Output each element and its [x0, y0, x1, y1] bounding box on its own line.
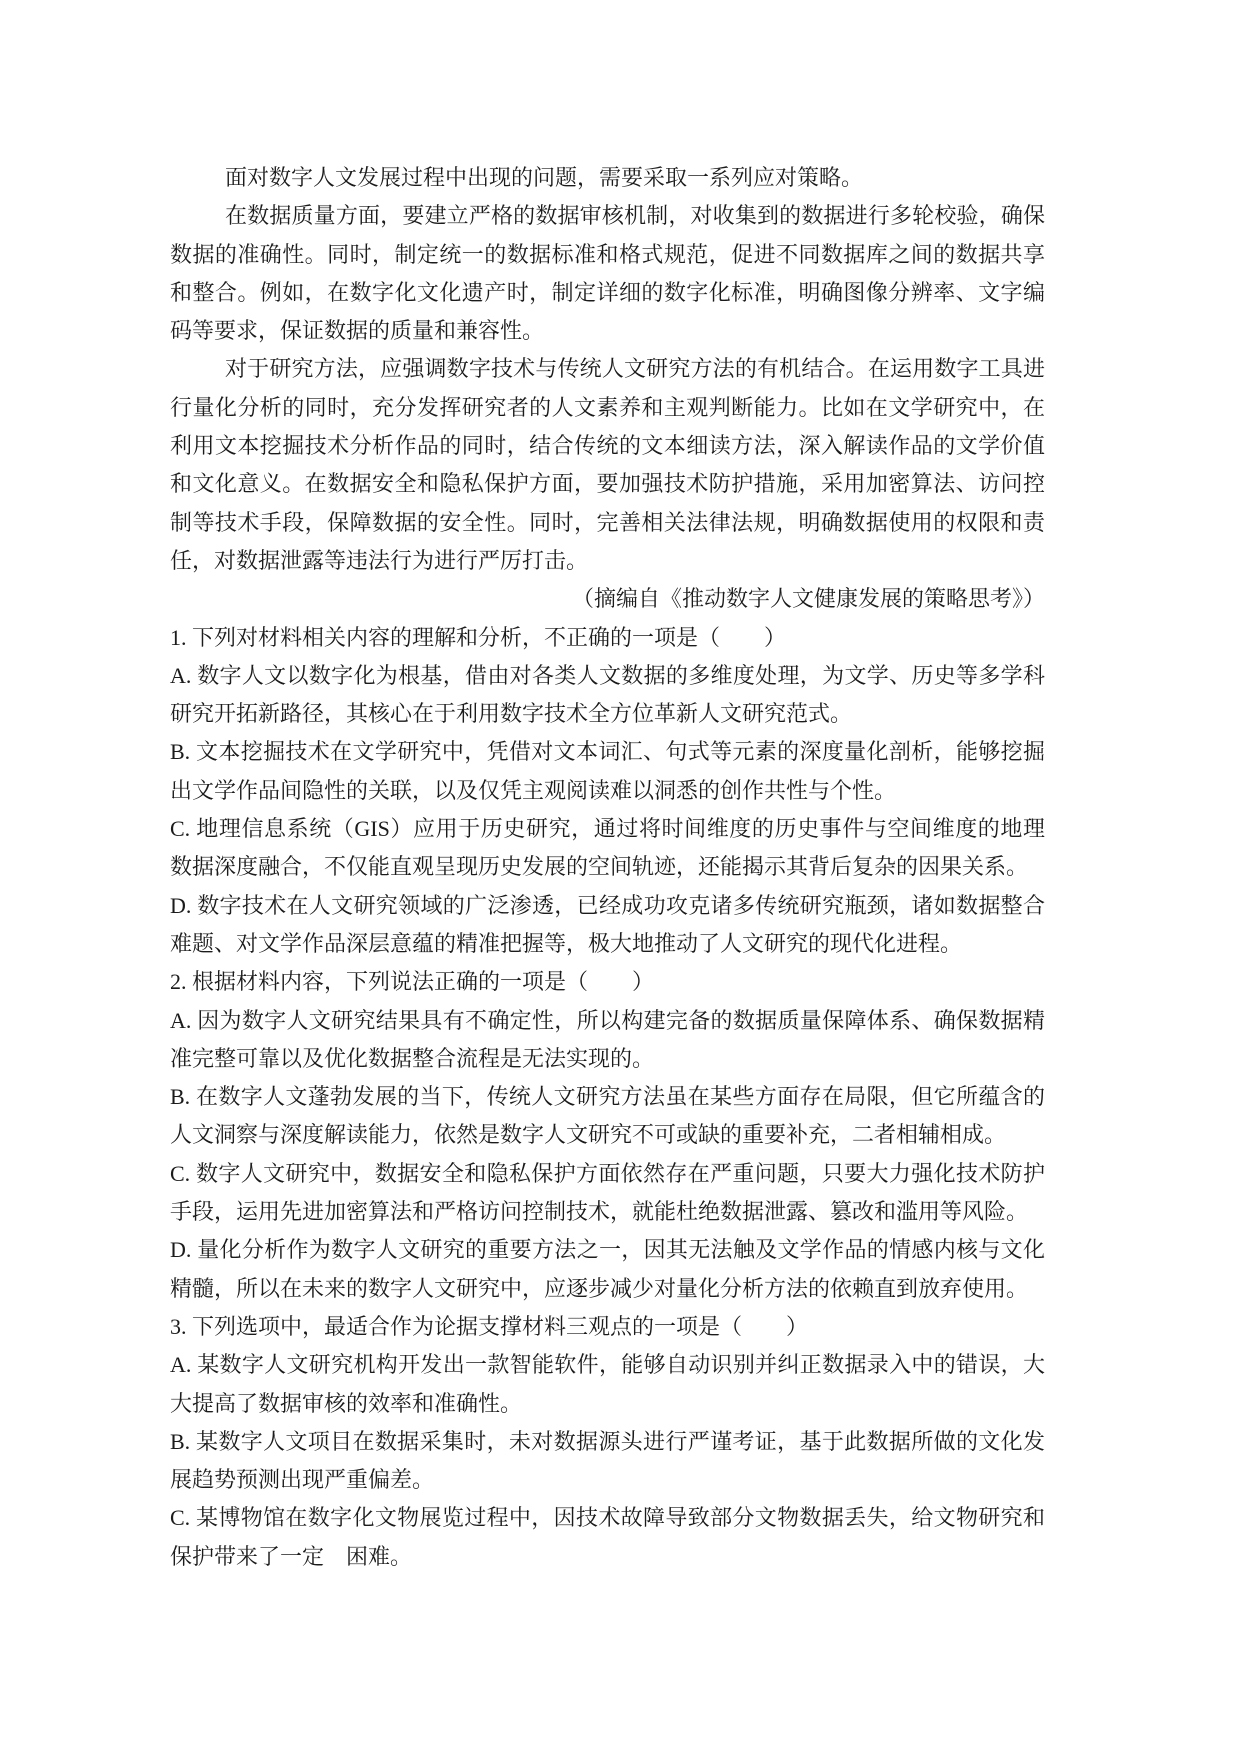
question-1-option-a: A. 数字人文以数字化为根基，借由对各类人文数据的多维度处理，为文学、历史等多学科研究开拓新路径，其核心在于利用数字技术全方位革新人文研究范式。 [170, 662, 1045, 727]
question-1-option-c: C. 地理信息系统（GIS）应用于历史研究，通过将时间维度的历史事件与空间维度的地理数据深度融合，不仅能直观呈现历史发展的空间轨迹，还能揭示其背后复杂的因果关系。 [170, 816, 1045, 880]
question-1-option-b: B. 文本挖掘技术在文学研究中，凭借对文本词汇、句式等元素的深度量化剖析，能够挖掘出文学作品间隐性的关联，以及仅凭主观阅读难以洞悉的创作共性与个性。 [170, 739, 1045, 803]
page-content [170, 159, 1045, 1576]
question-1-stem: 1. 下列对材料相关内容的理解和分析，不正确的一项是（ ） [170, 624, 787, 650]
question-3-option-a: A. 某数字人文研究机构开发出一款智能软件，能够自动识别并纠正数据录入中的错误，大大提高了数据审核的效率和准确性。 [170, 1352, 1045, 1416]
question-1-option-d: D. 数字技术在人文研究领域的广泛渗透，已经成功攻克诸多传统研究瓶颈，诸如数据整合难题、对文学作品深层意蕴的精准把握等，极大地推动了人文研究的现代化进程。 [170, 892, 1045, 956]
question-3-stem: 3. 下列选项中，最适合作为论据支撑材料三观点的一项是（ ） [170, 1313, 809, 1339]
source-attribution: （摘编自《推动数字人文健康发展的策略思考》） [571, 586, 1045, 612]
question-3-option-b: B. 某数字人文项目在数据采集时，未对数据源头进行严谨考证，基于此数据所做的文化发展趋势预测出现严重偏差。 [170, 1428, 1045, 1493]
question-3-option-c: C. 某博物馆在数字化文物展览过程中，因技术故障导致部分文物数据丢失，给文物研究和保护带来了一定 困难。 [170, 1505, 1045, 1569]
question-2-option-a: A. 因为数字人文研究结果具有不确定性，所以构建完备的数据质量保障体系、确保数据精准完整可靠以及优化数据整合流程是无法实现的。 [170, 1007, 1045, 1071]
passage-paragraph-2: 在数据质量方面，要建立严格的数据审核机制，对收集到的数据进行多轮校验，确保数据的准确性。同时，制定统一的数据标准和格式规范，促进不同数据库之间的数据共享和整合。例如，在数字化文化遗产时，制定详细的数字化标准，明确图像分辨率、文字编码等要求，保证数据的质量和兼容性。 [170, 203, 1045, 344]
question-2-stem: 2. 根据材料内容，下列说法正确的一项是（ ） [170, 969, 655, 995]
question-2-option-b: B. 在数字人文蓬勃发展的当下，传统人文研究方法虽在某些方面存在局限，但它所蕴含的人文洞察与深度解读能力，依然是数字人文研究不可或缺的重要补充，二者相辅相成。 [170, 1084, 1045, 1148]
question-2-option-d: D. 量化分析作为数字人文研究的重要方法之一，因其无法触及文学作品的情感内核与文化精髓，所以在未来的数字人文研究中，应逐步减少对量化分析方法的依赖直到放弃使用。 [170, 1237, 1045, 1301]
passage-paragraph-1: 面对数字人文发展过程中出现的问题，需要采取一系列应对策略。 [225, 165, 864, 190]
question-2-option-c: C. 数字人文研究中，数据安全和隐私保护方面依然存在严重问题，只要大力强化技术防护手段，运用先进加密算法和严格访问控制技术，就能杜绝数据泄露、篡改和滥用等风险。 [170, 1160, 1045, 1225]
passage-paragraph-3: 对于研究方法，应强调数字技术与传统人文研究方法的有机结合。在运用数字工具进行量化分析的同时，充分发挥研究者的人文素养和主观判断能力。比如在文学研究中，在利用文本挖掘技术分析作品的同时，结合传统的文本细读方法，深入解读作品的文学价值和文化意义。在数据安全和隐私保护方面，要加强技术防护措施，采用加密算法、访问控制等技术手段，保障数据的安全性。同时，完善相关法律法规，明确数据使用的权限和责任，对数据泄露等违法行为进行严厉打击。 [170, 356, 1045, 573]
